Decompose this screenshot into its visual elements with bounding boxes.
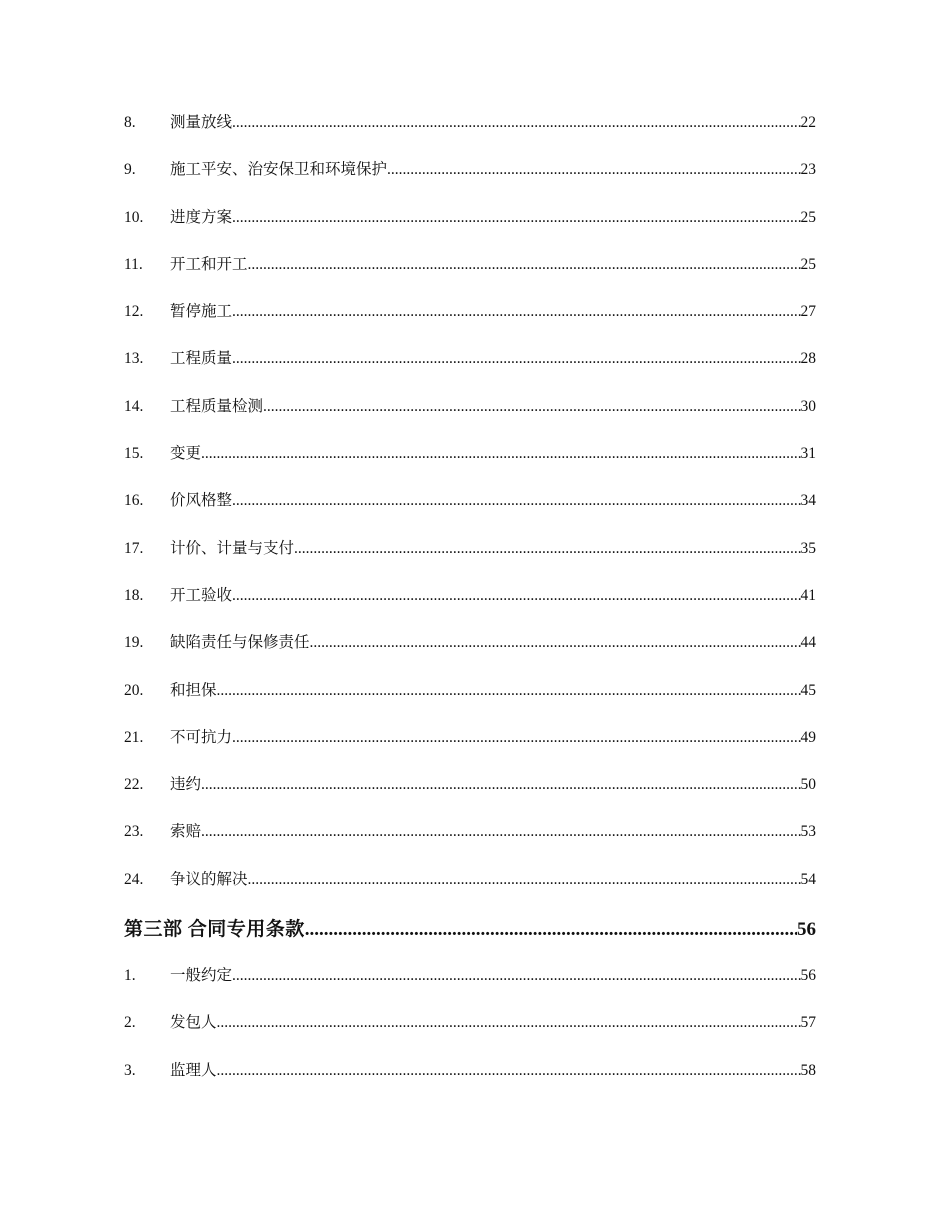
toc-entry[interactable] bbox=[124, 819, 816, 866]
toc-entry-page: 30 bbox=[800, 397, 816, 415]
toc-entry-title: 暂停施工 bbox=[170, 303, 233, 321]
toc-leader-dots bbox=[387, 161, 800, 179]
toc-entry-title: 争议的解决 bbox=[170, 870, 248, 888]
toc-entry[interactable] bbox=[124, 583, 816, 630]
toc-leader-dots bbox=[294, 540, 800, 558]
toc-entry-page: 57 bbox=[800, 1014, 816, 1032]
toc-entry[interactable] bbox=[124, 963, 816, 1010]
toc-entry-title: 价风格整 bbox=[170, 492, 233, 510]
toc-leader-dots bbox=[232, 729, 800, 747]
toc-leader-dots bbox=[232, 492, 800, 510]
toc-entry-page: 50 bbox=[800, 776, 816, 794]
toc-entry-number: 12. bbox=[124, 303, 144, 321]
toc-entry[interactable] bbox=[124, 346, 816, 393]
toc-leader-dots bbox=[263, 398, 800, 416]
toc-entry-page: 28 bbox=[800, 350, 816, 368]
toc-entry[interactable] bbox=[124, 536, 816, 583]
toc-leader-dots bbox=[232, 350, 800, 368]
toc-entry-title: 开工验收 bbox=[170, 586, 233, 604]
toc-entry-page: 23 bbox=[800, 161, 816, 179]
toc-entry-page: 44 bbox=[800, 634, 816, 652]
toc-leader-dots bbox=[217, 1062, 801, 1080]
toc-entry-title: 测量放线 bbox=[170, 114, 233, 131]
toc-entry-page: 25 bbox=[800, 208, 816, 226]
toc-leader-dots bbox=[248, 871, 801, 889]
toc-entry-number: 24. bbox=[124, 870, 144, 888]
toc-entry-number: 14. bbox=[124, 397, 144, 415]
toc-entry-title: 违约 bbox=[170, 776, 202, 794]
toc-leader-dots bbox=[217, 1014, 801, 1032]
toc-entry-page: 54 bbox=[800, 870, 816, 888]
toc-entry-number: 1. bbox=[124, 967, 136, 985]
toc-entry-page: 27 bbox=[800, 303, 816, 321]
toc-entry-title: 计价、计量与支付 bbox=[170, 539, 295, 557]
toc-entry-number: 2. bbox=[124, 1014, 136, 1032]
toc-entry-title: 索赔 bbox=[170, 823, 202, 841]
toc-entry[interactable] bbox=[124, 394, 816, 441]
toc-entry-page: 58 bbox=[800, 1061, 816, 1079]
toc-entry-number: 16. bbox=[124, 492, 144, 510]
toc-leader-dots bbox=[201, 445, 800, 463]
toc-entry-title: 开工和开工 bbox=[170, 255, 248, 273]
toc-entry[interactable] bbox=[124, 630, 816, 677]
toc-entry-title: 缺陷责任与保修责任 bbox=[170, 634, 310, 652]
toc-part-page: 56 bbox=[797, 919, 816, 941]
toc-entry[interactable] bbox=[124, 772, 816, 819]
toc-entry[interactable] bbox=[124, 867, 816, 914]
toc-entry[interactable] bbox=[124, 299, 816, 346]
toc-entry[interactable] bbox=[124, 157, 816, 204]
toc-leader-dots bbox=[232, 303, 800, 321]
toc-entry-title: 和担保 bbox=[170, 681, 217, 699]
toc-entry[interactable] bbox=[124, 441, 816, 488]
toc-entry[interactable] bbox=[124, 1010, 816, 1057]
toc-leader-dots bbox=[305, 919, 797, 941]
toc-entry-title: 工程质量检测 bbox=[170, 397, 264, 415]
toc-entry-title: 变更 bbox=[170, 445, 202, 463]
toc-entry-page: 45 bbox=[800, 681, 816, 699]
toc-leader-dots bbox=[232, 209, 800, 227]
toc-entry-page: 56 bbox=[800, 967, 816, 985]
toc-entry-title: 进度方案 bbox=[170, 208, 233, 226]
toc-entry-page: 31 bbox=[800, 445, 816, 463]
toc-entry-number: 9. bbox=[124, 161, 136, 179]
toc-leader-dots bbox=[248, 256, 801, 274]
toc-entry-number: 15. bbox=[124, 445, 144, 463]
toc-entry[interactable] bbox=[124, 1058, 816, 1105]
toc-entry-title: 发包人 bbox=[170, 1014, 217, 1032]
toc-entry[interactable] bbox=[124, 252, 816, 299]
toc-leader-dots bbox=[201, 776, 800, 794]
toc-entry-page: 22 bbox=[800, 114, 816, 131]
toc-entry[interactable] bbox=[124, 110, 816, 157]
toc-part-title: 第三部 合同专用条款 bbox=[124, 919, 305, 941]
toc-entry-title: 监理人 bbox=[170, 1061, 217, 1079]
toc-entry-page: 35 bbox=[800, 539, 816, 557]
toc-entry-title: 一般约定 bbox=[170, 967, 233, 985]
toc-leader-dots bbox=[232, 114, 800, 132]
toc-leader-dots bbox=[310, 634, 801, 652]
toc-entry-number: 17. bbox=[124, 539, 144, 557]
toc-entry-page: 34 bbox=[800, 492, 816, 510]
toc-entry-number: 22. bbox=[124, 776, 144, 794]
toc-leader-dots bbox=[201, 823, 800, 841]
toc-part-heading[interactable] bbox=[124, 914, 816, 963]
toc-entry[interactable] bbox=[124, 488, 816, 535]
toc-entry-number: 23. bbox=[124, 823, 144, 841]
toc-entry-page: 49 bbox=[800, 728, 816, 746]
toc-entry-number: 21. bbox=[124, 728, 144, 746]
toc-entry-page: 41 bbox=[800, 586, 816, 604]
toc-leader-dots bbox=[217, 682, 801, 700]
toc-entry[interactable] bbox=[124, 725, 816, 772]
toc-entry-number: 10. bbox=[124, 208, 144, 226]
toc-entry-title: 工程质量 bbox=[170, 350, 233, 368]
toc-entry-title: 不可抗力 bbox=[170, 728, 233, 746]
toc-entry-number: 11. bbox=[124, 255, 143, 273]
toc-entry-page: 53 bbox=[800, 823, 816, 841]
table-of-contents bbox=[124, 110, 816, 1105]
toc-entry-page: 25 bbox=[800, 255, 816, 273]
toc-entry-number: 13. bbox=[124, 350, 144, 368]
toc-leader-dots bbox=[232, 587, 800, 605]
toc-entry-number: 8. bbox=[124, 114, 136, 131]
toc-entry-number: 3. bbox=[124, 1061, 136, 1079]
toc-entry[interactable] bbox=[124, 205, 816, 252]
toc-leader-dots bbox=[232, 967, 800, 985]
toc-entry[interactable] bbox=[124, 678, 816, 725]
toc-entry-title: 施工平安、治安保卫和环境保护 bbox=[170, 161, 388, 179]
toc-entry-number: 18. bbox=[124, 586, 144, 604]
toc-entry-number: 19. bbox=[124, 634, 144, 652]
toc-entry-number: 20. bbox=[124, 681, 144, 699]
